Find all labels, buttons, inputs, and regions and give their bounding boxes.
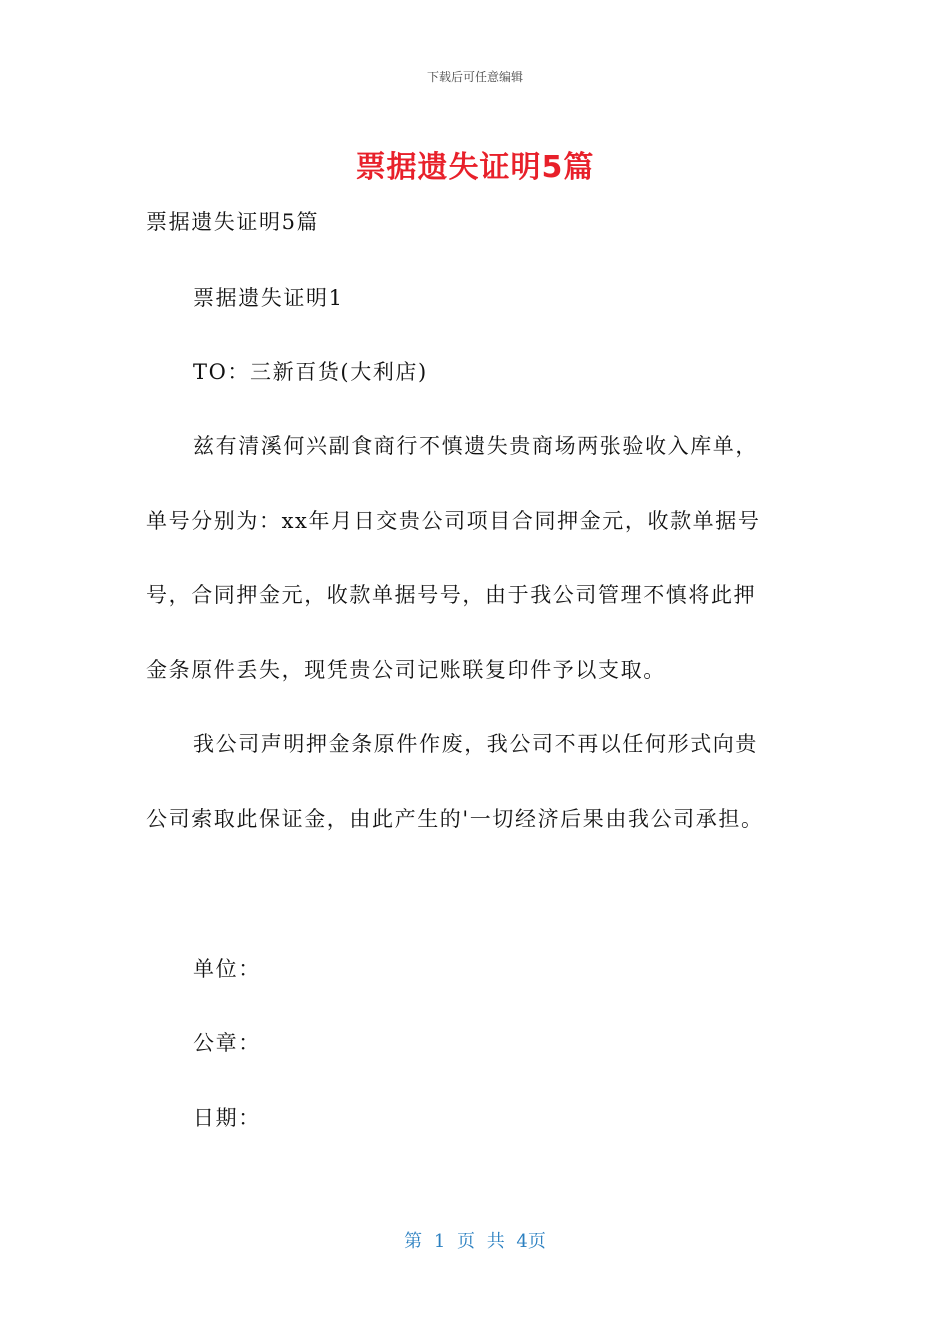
signature-date-label: 日期： bbox=[193, 1106, 261, 1130]
paragraph-1-line-3: 号，合同押金元，收款单据号号，由于我公司管理不慎将此押 bbox=[146, 583, 757, 607]
recipient-line: TO：三新百货(大利店) bbox=[193, 360, 428, 384]
section-heading: 票据遗失证明1 bbox=[193, 286, 344, 310]
signature-unit-label: 单位： bbox=[193, 957, 261, 981]
page-number-footer: 第 1 页 共 4页 bbox=[404, 1231, 546, 1252]
paragraph-2-line-1: 我公司声明押金条原件作废，我公司不再以任何形式向贵 bbox=[193, 732, 758, 756]
paragraph-1-line-4: 金条原件丢失，现凭贵公司记账联复印件予以支取。 bbox=[146, 658, 666, 682]
paragraph-1-line-2: 单号分别为：xx年月日交贵公司项目合同押金元，收款单据号 bbox=[146, 509, 761, 533]
page-header-note: 下载后可任意编辑 bbox=[426, 70, 523, 84]
paragraph-1-line-1: 兹有清溪何兴副食商行不慎遗失贵商场两张验收入库单， bbox=[193, 434, 758, 458]
paragraph-2-line-2: 公司索取此保证金，由此产生的'一切经济后果由我公司承担。 bbox=[146, 807, 764, 831]
document-subtitle: 票据遗失证明5篇 bbox=[146, 210, 320, 234]
document-title: 票据遗失证明5篇 bbox=[355, 150, 595, 185]
signature-seal-label: 公章： bbox=[193, 1031, 261, 1055]
